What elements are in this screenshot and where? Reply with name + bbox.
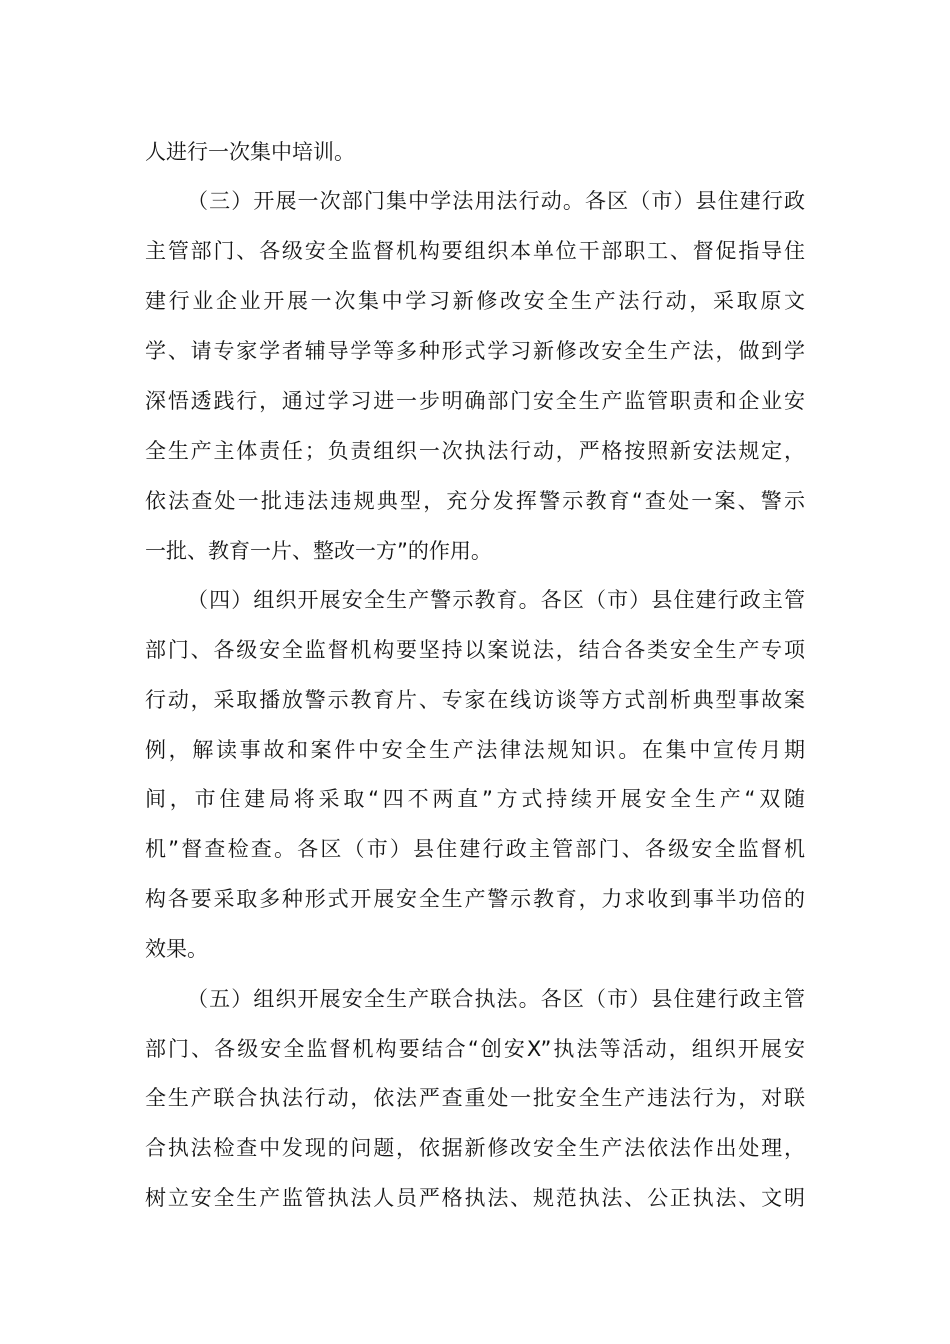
text-line: 部门、各级安全监督机构要坚持以案说法，结合各类安全生产专项 (145, 638, 805, 662)
text-line: （四）组织开展安全生产警示教育。各区（市）县住建行政主管 (187, 588, 805, 612)
text-line: 一批、教育一片、整改一方”的作用。 (145, 539, 492, 563)
text-line: 行动，采取播放警示教育片、专家在线访谈等方式剖析典型事故案 (145, 688, 805, 712)
text-line: 效果。 (145, 937, 208, 961)
text-line: （五）组织开展安全生产联合执法。各区（市）县住建行政主管 (187, 987, 805, 1011)
text-line: 间，市住建局将采取“四不两直”方式持续开展安全生产“双随 (145, 787, 805, 811)
text-line: 合执法检查中发现的问题，依据新修改安全生产法依法作出处理， (145, 1136, 805, 1160)
text-line: 例，解读事故和案件中安全生产法律法规知识。在集中宣传月期 (145, 738, 805, 762)
text-line: 人进行一次集中培训。 (145, 140, 355, 164)
text-line: 依法查处一批违法违规典型，充分发挥警示教育“查处一案、警示 (145, 489, 805, 513)
text-line: 建行业企业开展一次集中学习新修改安全生产法行动，采取原文 (145, 289, 805, 313)
text-line: 深悟透践行，通过学习进一步明确部门安全生产监管职责和企业安 (145, 389, 805, 413)
text-line: 部门、各级安全监督机构要结合“创安X”执法等活动，组织开展安 (145, 1037, 805, 1061)
text-line: （三）开展一次部门集中学法用法行动。各区（市）县住建行政 (187, 189, 805, 213)
text-line: 全生产主体责任；负责组织一次执法行动，严格按照新安法规定， (145, 439, 805, 463)
text-line: 机”督查检查。各区（市）县住建行政主管部门、各级安全监督机 (145, 837, 805, 861)
text-line: 学、请专家学者辅导学等多种形式学习新修改安全生产法，做到学 (145, 339, 805, 363)
text-line: 全生产联合执法行动，依法严查重处一批安全生产违法行为，对联 (145, 1086, 805, 1110)
text-line: 主管部门、各级安全监督机构要组织本单位干部职工、督促指导住 (145, 239, 805, 263)
text-line: 构各要采取多种形式开展安全生产警示教育，力求收到事半功倍的 (145, 887, 805, 911)
text-line: 树立安全生产监管执法人员严格执法、规范执法、公正执法、文明 (145, 1186, 805, 1210)
